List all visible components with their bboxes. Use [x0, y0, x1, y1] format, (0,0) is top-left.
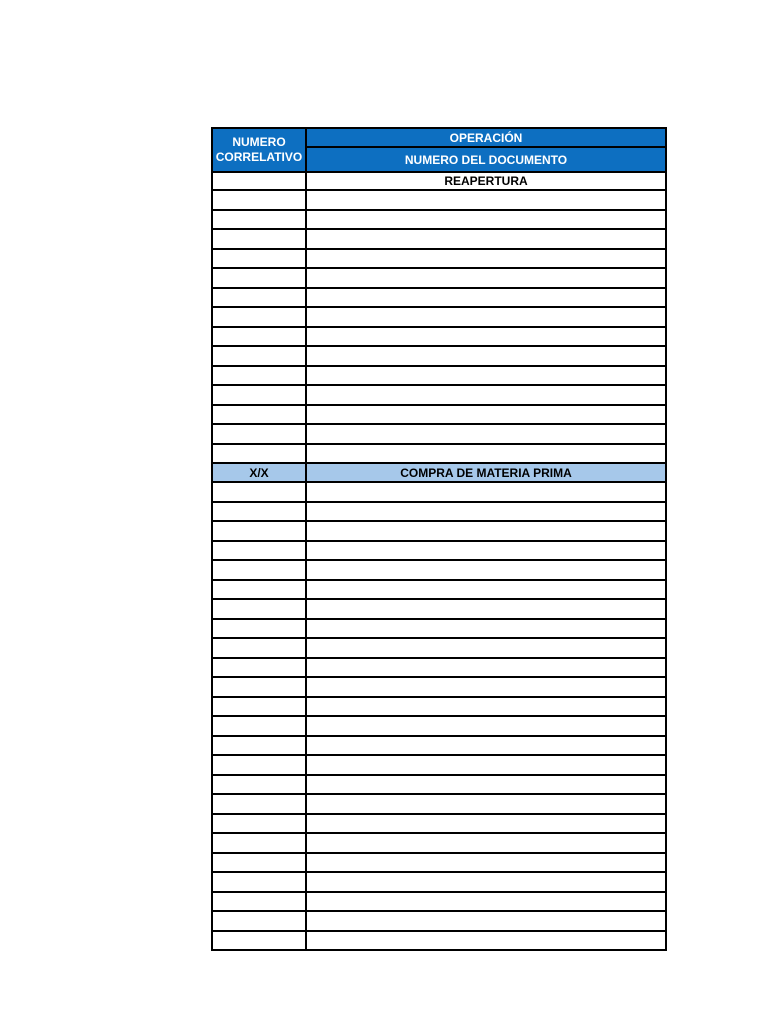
- numero-correlativo-cell[interactable]: [212, 814, 306, 834]
- numero-documento-cell[interactable]: [306, 541, 666, 561]
- numero-correlativo-cell[interactable]: [212, 560, 306, 580]
- header-row-top: [212, 128, 666, 147]
- numero-documento-cell[interactable]: [306, 911, 666, 931]
- table-row: [212, 580, 666, 600]
- numero-correlativo-cell[interactable]: [212, 892, 306, 912]
- numero-correlativo-cell[interactable]: [212, 911, 306, 931]
- table-row: [212, 677, 666, 697]
- document-sheet: [211, 127, 665, 951]
- numero-documento-cell[interactable]: [306, 249, 666, 269]
- numero-documento-cell[interactable]: [306, 638, 666, 658]
- table-row: [212, 229, 666, 249]
- table-row: [212, 892, 666, 912]
- table-row: [212, 911, 666, 931]
- numero-documento-cell[interactable]: [306, 424, 666, 444]
- numero-correlativo-cell[interactable]: [212, 424, 306, 444]
- numero-documento-cell[interactable]: [306, 814, 666, 834]
- numero-documento-cell[interactable]: [306, 385, 666, 405]
- numero-correlativo-cell[interactable]: [212, 210, 306, 230]
- numero-documento-cell[interactable]: [306, 346, 666, 366]
- numero-correlativo-cell[interactable]: [212, 268, 306, 288]
- numero-correlativo-cell[interactable]: [212, 638, 306, 658]
- numero-documento-cell[interactable]: [306, 677, 666, 697]
- table-row: [212, 833, 666, 853]
- numero-documento-cell[interactable]: [306, 482, 666, 502]
- numero-documento-cell[interactable]: [306, 580, 666, 600]
- header-numero-correlativo: NUMERO CORRELATIVO: [212, 128, 306, 172]
- header-operacion: OPERACIÓN: [306, 128, 666, 147]
- numero-documento-cell[interactable]: [306, 619, 666, 639]
- section-compra-row: [212, 463, 666, 482]
- table-row: [212, 249, 666, 269]
- table-row: [212, 210, 666, 230]
- table-row: [212, 931, 666, 951]
- numero-correlativo-cell[interactable]: [212, 307, 306, 327]
- numero-documento-cell[interactable]: [306, 931, 666, 951]
- numero-documento-cell[interactable]: [306, 599, 666, 619]
- numero-documento-cell[interactable]: [306, 210, 666, 230]
- numero-correlativo-cell[interactable]: [212, 521, 306, 541]
- numero-correlativo-cell[interactable]: [212, 385, 306, 405]
- table-row: [212, 853, 666, 873]
- numero-documento-cell[interactable]: [306, 405, 666, 425]
- numero-documento-cell[interactable]: [306, 307, 666, 327]
- reapertura-label: REAPERTURA: [306, 172, 666, 190]
- numero-documento-cell[interactable]: [306, 833, 666, 853]
- table-row: [212, 482, 666, 502]
- table-row: [212, 619, 666, 639]
- numero-correlativo-cell[interactable]: [212, 833, 306, 853]
- numero-correlativo-cell[interactable]: [212, 677, 306, 697]
- numero-correlativo-cell[interactable]: [212, 599, 306, 619]
- numero-correlativo-cell[interactable]: [212, 736, 306, 756]
- table-row: [212, 541, 666, 561]
- numero-documento-cell[interactable]: [306, 327, 666, 347]
- table-row: [212, 658, 666, 678]
- numero-correlativo-cell[interactable]: [212, 794, 306, 814]
- numero-documento-cell[interactable]: [306, 288, 666, 308]
- numero-documento-cell[interactable]: [306, 366, 666, 386]
- numero-documento-cell[interactable]: [306, 755, 666, 775]
- table-row: [212, 444, 666, 464]
- table-row: [212, 775, 666, 795]
- numero-correlativo-cell[interactable]: [212, 190, 306, 210]
- table-row: [212, 346, 666, 366]
- table-row: [212, 736, 666, 756]
- numero-correlativo-cell[interactable]: [212, 288, 306, 308]
- reapertura-number-cell[interactable]: [212, 172, 306, 190]
- table-row: [212, 385, 666, 405]
- numero-correlativo-cell[interactable]: [212, 366, 306, 386]
- section-label: COMPRA DE MATERIA PRIMA: [306, 463, 666, 482]
- numero-documento-cell[interactable]: [306, 190, 666, 210]
- numero-correlativo-cell[interactable]: [212, 853, 306, 873]
- table-row: [212, 794, 666, 814]
- table-row: [212, 814, 666, 834]
- numero-correlativo-cell[interactable]: [212, 580, 306, 600]
- numero-documento-cell[interactable]: [306, 521, 666, 541]
- numero-documento-cell[interactable]: [306, 716, 666, 736]
- numero-documento-cell[interactable]: [306, 892, 666, 912]
- table-row: [212, 327, 666, 347]
- numero-documento-cell[interactable]: [306, 502, 666, 522]
- numero-correlativo-cell[interactable]: [212, 249, 306, 269]
- numero-correlativo-cell[interactable]: [212, 346, 306, 366]
- table-row: [212, 366, 666, 386]
- numero-correlativo-cell[interactable]: [212, 482, 306, 502]
- numero-correlativo-cell[interactable]: [212, 229, 306, 249]
- header-numero-documento: NUMERO DEL DOCUMENTO: [306, 147, 666, 172]
- numero-correlativo-cell[interactable]: [212, 697, 306, 717]
- table-row: [212, 697, 666, 717]
- numero-correlativo-cell[interactable]: [212, 931, 306, 951]
- table-row: [212, 560, 666, 580]
- numero-documento-cell[interactable]: [306, 444, 666, 464]
- numero-documento-cell[interactable]: [306, 560, 666, 580]
- numero-documento-cell[interactable]: [306, 736, 666, 756]
- numero-correlativo-cell[interactable]: [212, 619, 306, 639]
- document-log-table: [211, 127, 667, 951]
- numero-correlativo-cell[interactable]: [212, 755, 306, 775]
- table-row: [212, 599, 666, 619]
- numero-documento-cell[interactable]: [306, 658, 666, 678]
- numero-correlativo-cell[interactable]: [212, 405, 306, 425]
- table-row: [212, 716, 666, 736]
- table-row: [212, 502, 666, 522]
- numero-documento-cell[interactable]: [306, 775, 666, 795]
- numero-documento-cell[interactable]: [306, 268, 666, 288]
- table-row: [212, 405, 666, 425]
- numero-correlativo-cell[interactable]: [212, 872, 306, 892]
- numero-correlativo-cell[interactable]: [212, 444, 306, 464]
- table-row: [212, 755, 666, 775]
- numero-correlativo-cell[interactable]: [212, 327, 306, 347]
- table-row: [212, 268, 666, 288]
- numero-documento-cell[interactable]: [306, 853, 666, 873]
- table-row: [212, 190, 666, 210]
- numero-correlativo-cell[interactable]: [212, 775, 306, 795]
- table-row: [212, 872, 666, 892]
- numero-documento-cell[interactable]: [306, 872, 666, 892]
- table-row: [212, 288, 666, 308]
- numero-correlativo-cell[interactable]: [212, 502, 306, 522]
- table-row: [212, 638, 666, 658]
- table-row: [212, 424, 666, 444]
- reapertura-row: [212, 172, 666, 190]
- numero-documento-cell[interactable]: [306, 794, 666, 814]
- numero-correlativo-cell[interactable]: [212, 658, 306, 678]
- numero-correlativo-cell[interactable]: [212, 541, 306, 561]
- section-code: X/X: [212, 463, 306, 482]
- numero-documento-cell[interactable]: [306, 229, 666, 249]
- table-row: [212, 521, 666, 541]
- table-row: [212, 307, 666, 327]
- numero-documento-cell[interactable]: [306, 697, 666, 717]
- numero-correlativo-cell[interactable]: [212, 716, 306, 736]
